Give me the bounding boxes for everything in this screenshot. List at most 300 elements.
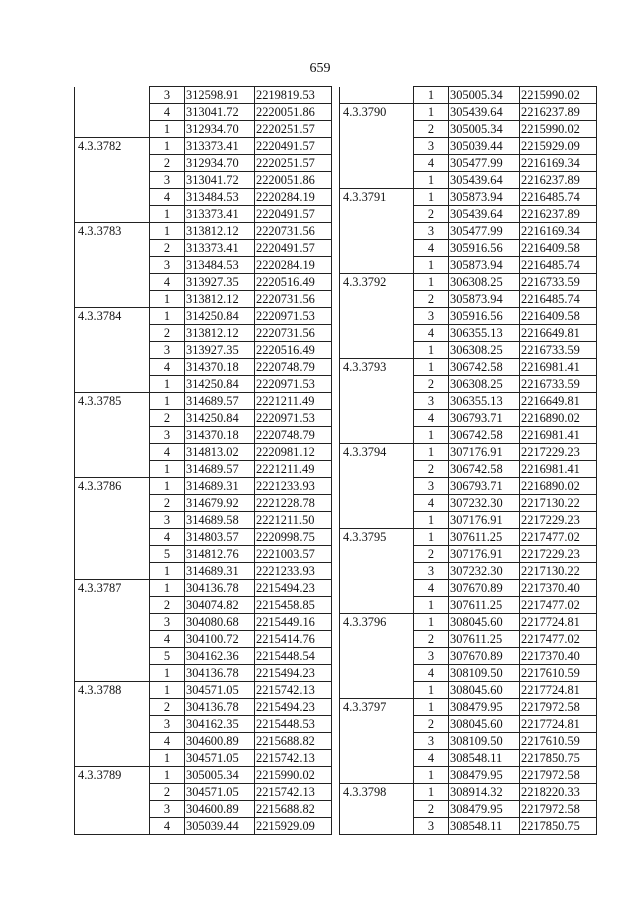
x-coordinate-cell: 304600.89 [185,733,255,750]
parcel-id-cell [75,563,150,580]
parcel-id-cell [340,308,414,325]
point-number-cell: 1 [150,682,185,699]
y-coordinate-cell: 2215990.02 [255,767,332,784]
point-number-cell: 1 [414,512,449,529]
point-number-cell: 4 [150,631,185,648]
y-coordinate-cell: 2217972.58 [520,801,597,818]
parcel-id-cell [75,121,150,138]
table-row [340,393,597,410]
table-row [75,648,332,665]
x-coordinate-cell: 314812.76 [185,546,255,563]
y-coordinate-cell: 2217972.58 [520,767,597,784]
table-row [340,291,597,308]
point-number-cell: 2 [150,325,185,342]
y-coordinate-cell: 2220516.49 [255,342,332,359]
y-coordinate-cell: 2219819.53 [255,87,332,104]
point-number-cell: 2 [414,291,449,308]
x-coordinate-cell: 306355.13 [449,325,520,342]
x-coordinate-cell: 313373.41 [185,240,255,257]
table-row [340,767,597,784]
y-coordinate-cell: 2220731.56 [255,325,332,342]
point-number-cell: 4 [414,580,449,597]
x-coordinate-cell: 314689.57 [185,461,255,478]
x-coordinate-cell: 306308.25 [449,376,520,393]
x-coordinate-cell: 306308.25 [449,274,520,291]
table-row [75,393,332,410]
parcel-id-cell [340,240,414,257]
y-coordinate-cell: 2216485.74 [520,257,597,274]
parcel-id-cell [340,478,414,495]
parcel-id-cell [340,597,414,614]
point-number-cell: 4 [414,410,449,427]
point-number-cell: 1 [414,427,449,444]
point-number-cell: 4 [414,325,449,342]
point-number-cell: 1 [414,529,449,546]
y-coordinate-cell: 2221211.49 [255,461,332,478]
y-coordinate-cell: 2220971.53 [255,308,332,325]
table-row [75,597,332,614]
point-number-cell: 2 [150,240,185,257]
y-coordinate-cell: 2220981.12 [255,444,332,461]
table-row [340,240,597,257]
x-coordinate-cell: 312934.70 [185,121,255,138]
point-number-cell: 1 [414,189,449,206]
y-coordinate-cell: 2220748.79 [255,359,332,376]
table-row [75,410,332,427]
point-number-cell: 1 [150,665,185,682]
table-row [340,478,597,495]
point-number-cell: 1 [150,308,185,325]
y-coordinate-cell: 2218220.33 [520,784,597,801]
y-coordinate-cell: 2217130.22 [520,495,597,512]
parcel-id-cell [340,631,414,648]
point-number-cell: 2 [150,699,185,716]
point-number-cell: 1 [150,376,185,393]
point-number-cell: 3 [414,733,449,750]
table-row [75,444,332,461]
y-coordinate-cell: 2215688.82 [255,801,332,818]
point-number-cell: 1 [150,580,185,597]
x-coordinate-cell: 307670.89 [449,648,520,665]
x-coordinate-cell: 314250.84 [185,410,255,427]
parcel-id-cell: 4.3.3793 [340,359,414,376]
point-number-cell: 1 [414,699,449,716]
x-coordinate-cell: 306355.13 [449,393,520,410]
point-number-cell: 5 [150,648,185,665]
parcel-id-cell [340,733,414,750]
table-row [340,223,597,240]
table-row [75,614,332,631]
parcel-id-cell [75,733,150,750]
y-coordinate-cell: 2220998.75 [255,529,332,546]
y-coordinate-cell: 2216169.34 [520,223,597,240]
table-row [340,512,597,529]
parcel-id-cell: 4.3.3790 [340,104,414,121]
point-number-cell: 4 [150,359,185,376]
table-row [340,682,597,699]
parcel-id-cell: 4.3.3787 [75,580,150,597]
x-coordinate-cell: 304571.05 [185,784,255,801]
table-row [75,138,332,155]
x-coordinate-cell: 314679.92 [185,495,255,512]
point-number-cell: 3 [150,716,185,733]
table-row [340,427,597,444]
point-number-cell: 1 [150,563,185,580]
y-coordinate-cell: 2221228.78 [255,495,332,512]
parcel-id-cell: 4.3.3786 [75,478,150,495]
point-number-cell: 2 [150,784,185,801]
point-number-cell: 3 [150,172,185,189]
x-coordinate-cell: 305439.64 [449,104,520,121]
table-row [340,138,597,155]
point-number-cell: 1 [414,274,449,291]
point-number-cell: 1 [414,597,449,614]
parcel-id-cell [340,580,414,597]
table-row [75,665,332,682]
x-coordinate-cell: 313373.41 [185,138,255,155]
y-coordinate-cell: 2217850.75 [520,818,597,835]
table-row [75,529,332,546]
table-row [340,580,597,597]
y-coordinate-cell: 2215414.76 [255,631,332,648]
x-coordinate-cell: 305005.34 [449,121,520,138]
table-row [340,104,597,121]
parcel-id-cell [75,359,150,376]
x-coordinate-cell: 307611.25 [449,631,520,648]
x-coordinate-cell: 307232.30 [449,495,520,512]
point-number-cell: 4 [150,444,185,461]
y-coordinate-cell: 2217477.02 [520,631,597,648]
point-number-cell: 1 [414,359,449,376]
table-row [75,512,332,529]
table-row [75,291,332,308]
point-number-cell: 2 [150,410,185,427]
table-row [75,801,332,818]
parcel-id-cell [340,563,414,580]
table-row [75,682,332,699]
x-coordinate-cell: 304136.78 [185,665,255,682]
parcel-id-cell [75,597,150,614]
point-number-cell: 2 [150,495,185,512]
x-coordinate-cell: 314689.31 [185,478,255,495]
point-number-cell: 4 [150,274,185,291]
y-coordinate-cell: 2217724.81 [520,716,597,733]
point-number-cell: 4 [414,240,449,257]
y-coordinate-cell: 2217130.22 [520,563,597,580]
y-coordinate-cell: 2215458.85 [255,597,332,614]
y-coordinate-cell: 2217610.59 [520,665,597,682]
table-row [340,155,597,172]
parcel-id-cell [75,801,150,818]
point-number-cell: 1 [150,121,185,138]
parcel-id-cell [340,325,414,342]
y-coordinate-cell: 2217229.23 [520,546,597,563]
y-coordinate-cell: 2217972.58 [520,699,597,716]
x-coordinate-cell: 313041.72 [185,172,255,189]
y-coordinate-cell: 2216981.41 [520,461,597,478]
table-row [75,376,332,393]
parcel-id-cell [340,818,414,835]
parcel-id-cell [75,87,150,104]
table-row [340,189,597,206]
parcel-id-cell [75,155,150,172]
y-coordinate-cell: 2216733.59 [520,342,597,359]
x-coordinate-cell: 305005.34 [449,87,520,104]
y-coordinate-cell: 2216981.41 [520,427,597,444]
parcel-id-cell [75,104,150,121]
y-coordinate-cell: 2221233.93 [255,478,332,495]
table-row [75,716,332,733]
y-coordinate-cell: 2215929.09 [255,818,332,835]
point-number-cell: 1 [414,172,449,189]
x-coordinate-cell: 312934.70 [185,155,255,172]
table-row [75,325,332,342]
y-coordinate-cell: 2217850.75 [520,750,597,767]
parcel-id-cell: 4.3.3797 [340,699,414,716]
parcel-id-cell [340,546,414,563]
parcel-id-cell: 4.3.3785 [75,393,150,410]
x-coordinate-cell: 308045.60 [449,716,520,733]
parcel-id-cell [340,427,414,444]
point-number-cell: 2 [414,121,449,138]
point-number-cell: 1 [150,206,185,223]
parcel-id-cell: 4.3.3784 [75,308,150,325]
point-number-cell: 3 [150,801,185,818]
parcel-id-cell [75,427,150,444]
y-coordinate-cell: 2221211.49 [255,393,332,410]
table-row [75,495,332,512]
table-row [75,240,332,257]
x-coordinate-cell: 305439.64 [449,172,520,189]
table-row [75,121,332,138]
parcel-id-cell [75,410,150,427]
table-row [340,818,597,835]
parcel-id-cell [75,495,150,512]
table-row [340,461,597,478]
y-coordinate-cell: 2217477.02 [520,597,597,614]
point-number-cell: 2 [414,461,449,478]
parcel-id-cell [75,240,150,257]
coordinates-table-right [339,86,597,835]
point-number-cell: 4 [150,529,185,546]
x-coordinate-cell: 314370.18 [185,427,255,444]
y-coordinate-cell: 2215990.02 [520,121,597,138]
point-number-cell: 1 [414,767,449,784]
x-coordinate-cell: 305916.56 [449,308,520,325]
y-coordinate-cell: 2216237.89 [520,104,597,121]
point-number-cell: 3 [150,87,185,104]
y-coordinate-cell: 2216237.89 [520,206,597,223]
point-number-cell: 3 [150,427,185,444]
y-coordinate-cell: 2216169.34 [520,155,597,172]
parcel-id-cell: 4.3.3782 [75,138,150,155]
parcel-id-cell: 4.3.3794 [340,444,414,461]
y-coordinate-cell: 2215494.23 [255,580,332,597]
y-coordinate-cell: 2220284.19 [255,189,332,206]
parcel-id-cell [340,665,414,682]
x-coordinate-cell: 305477.99 [449,223,520,240]
parcel-id-cell [340,257,414,274]
x-coordinate-cell: 313484.53 [185,257,255,274]
parcel-id-cell [340,87,414,104]
parcel-id-cell [75,291,150,308]
parcel-id-cell [340,376,414,393]
point-number-cell: 3 [414,478,449,495]
table-row [75,206,332,223]
parcel-id-cell [340,223,414,240]
y-coordinate-cell: 2217724.81 [520,682,597,699]
table-row [340,801,597,818]
table-row [75,308,332,325]
x-coordinate-cell: 306793.71 [449,410,520,427]
x-coordinate-cell: 308109.50 [449,733,520,750]
parcel-id-cell [340,410,414,427]
table-row [340,563,597,580]
point-number-cell: 3 [414,223,449,240]
table-row [340,257,597,274]
parcel-id-cell [75,818,150,835]
parcel-id-cell [75,376,150,393]
table-row [75,359,332,376]
parcel-id-cell [340,682,414,699]
y-coordinate-cell: 2216485.74 [520,189,597,206]
y-coordinate-cell: 2220251.57 [255,155,332,172]
point-number-cell: 1 [414,614,449,631]
table-row [340,529,597,546]
y-coordinate-cell: 2220491.57 [255,240,332,257]
x-coordinate-cell: 308045.60 [449,614,520,631]
point-number-cell: 4 [150,733,185,750]
table-row [340,410,597,427]
table-row [75,563,332,580]
x-coordinate-cell: 304100.72 [185,631,255,648]
point-number-cell: 1 [150,767,185,784]
table-row [340,784,597,801]
y-coordinate-cell: 2215688.82 [255,733,332,750]
table-row [75,342,332,359]
x-coordinate-cell: 307176.91 [449,512,520,529]
y-coordinate-cell: 2217610.59 [520,733,597,750]
y-coordinate-cell: 2220051.86 [255,104,332,121]
parcel-id-cell [340,495,414,512]
parcel-id-cell: 4.3.3795 [340,529,414,546]
y-coordinate-cell: 2220731.56 [255,223,332,240]
parcel-id-cell: 4.3.3792 [340,274,414,291]
parcel-id-cell [340,291,414,308]
table-row [340,495,597,512]
parcel-id-cell [75,699,150,716]
parcel-id-cell: 4.3.3796 [340,614,414,631]
parcel-id-cell [75,325,150,342]
table-row [340,206,597,223]
x-coordinate-cell: 307611.25 [449,529,520,546]
point-number-cell: 1 [414,104,449,121]
table-row [340,325,597,342]
table-row [75,818,332,835]
x-coordinate-cell: 314370.18 [185,359,255,376]
parcel-id-cell [340,716,414,733]
table-row [75,257,332,274]
parcel-id-cell [340,767,414,784]
point-number-cell: 1 [414,682,449,699]
x-coordinate-cell: 313927.35 [185,342,255,359]
x-coordinate-cell: 305873.94 [449,291,520,308]
table-row [75,631,332,648]
table-row [340,750,597,767]
parcel-id-cell [75,461,150,478]
parcel-id-cell [340,512,414,529]
point-number-cell: 2 [414,801,449,818]
x-coordinate-cell: 305873.94 [449,257,520,274]
table-row [75,223,332,240]
table-row [340,342,597,359]
point-number-cell: 5 [150,546,185,563]
parcel-id-cell [75,529,150,546]
y-coordinate-cell: 2220971.53 [255,376,332,393]
parcel-id-cell [340,648,414,665]
y-coordinate-cell: 2217370.40 [520,580,597,597]
parcel-id-cell [75,342,150,359]
y-coordinate-cell: 2220516.49 [255,274,332,291]
x-coordinate-cell: 313812.12 [185,223,255,240]
x-coordinate-cell: 307611.25 [449,597,520,614]
parcel-id-cell [75,631,150,648]
table-row [340,274,597,291]
y-coordinate-cell: 2220731.56 [255,291,332,308]
x-coordinate-cell: 304074.82 [185,597,255,614]
y-coordinate-cell: 2215742.13 [255,682,332,699]
point-number-cell: 3 [150,614,185,631]
x-coordinate-cell: 314803.57 [185,529,255,546]
table-row [75,478,332,495]
point-number-cell: 1 [414,257,449,274]
point-number-cell: 1 [414,784,449,801]
point-number-cell: 3 [150,257,185,274]
x-coordinate-cell: 313927.35 [185,274,255,291]
table-row [75,580,332,597]
y-coordinate-cell: 2215449.16 [255,614,332,631]
parcel-id-cell [75,546,150,563]
parcel-id-cell [75,648,150,665]
x-coordinate-cell: 307670.89 [449,580,520,597]
point-number-cell: 2 [414,546,449,563]
parcel-id-cell [75,716,150,733]
x-coordinate-cell: 307232.30 [449,563,520,580]
point-number-cell: 1 [150,138,185,155]
point-number-cell: 4 [150,189,185,206]
y-coordinate-cell: 2217229.23 [520,512,597,529]
point-number-cell: 1 [150,478,185,495]
y-coordinate-cell: 2216733.59 [520,376,597,393]
x-coordinate-cell: 305005.34 [185,767,255,784]
table-row [340,172,597,189]
y-coordinate-cell: 2220284.19 [255,257,332,274]
x-coordinate-cell: 313484.53 [185,189,255,206]
y-coordinate-cell: 2220491.57 [255,138,332,155]
parcel-id-cell: 4.3.3783 [75,223,150,240]
parcel-id-cell [75,189,150,206]
y-coordinate-cell: 2217724.81 [520,614,597,631]
x-coordinate-cell: 304136.78 [185,699,255,716]
table-row [75,784,332,801]
x-coordinate-cell: 306308.25 [449,342,520,359]
y-coordinate-cell: 2220491.57 [255,206,332,223]
point-number-cell: 3 [414,648,449,665]
y-coordinate-cell: 2216485.74 [520,291,597,308]
parcel-id-cell [340,206,414,223]
point-number-cell: 4 [414,495,449,512]
x-coordinate-cell: 304162.36 [185,648,255,665]
